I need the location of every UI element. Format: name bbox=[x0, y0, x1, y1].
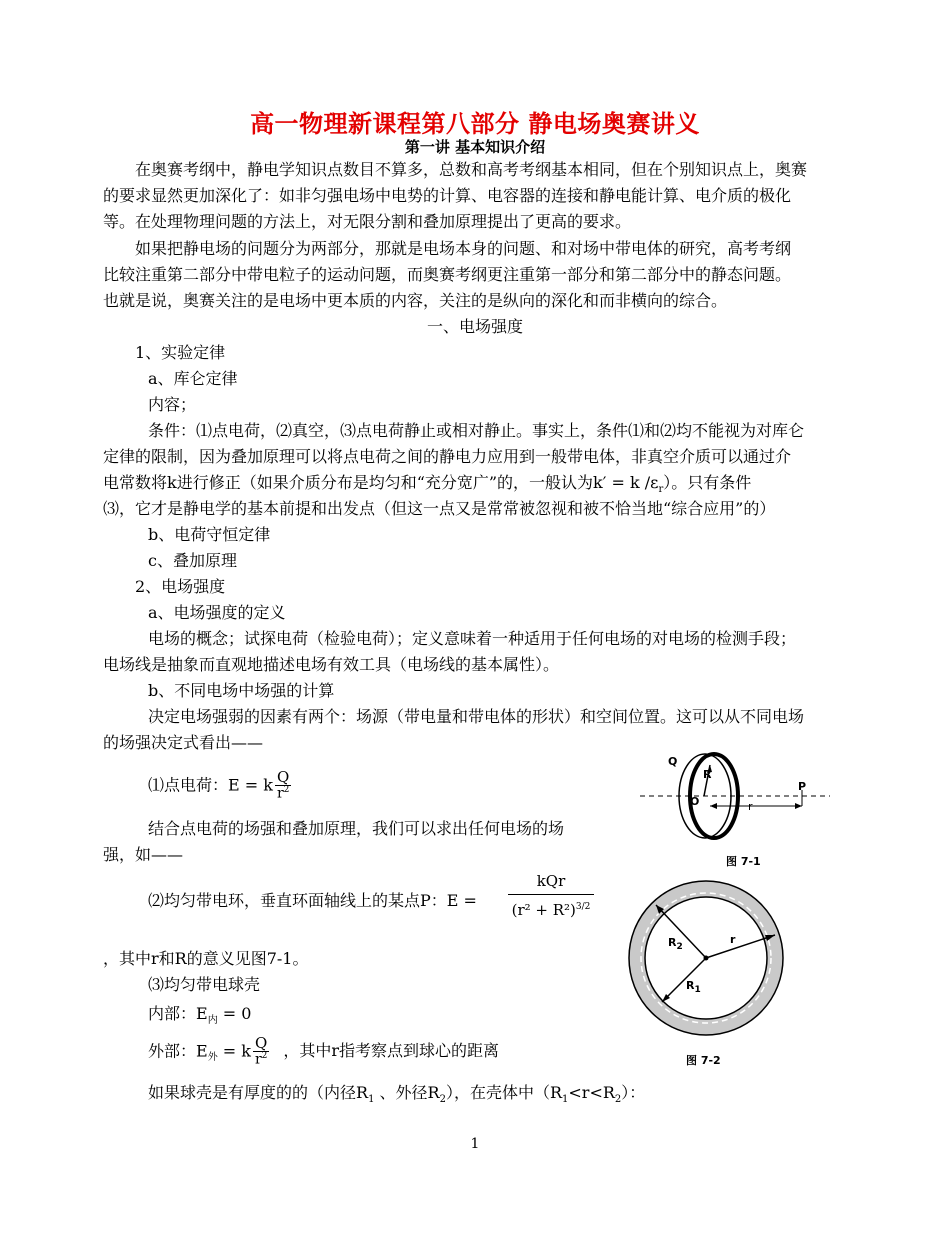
formula1-denominator: $r^2$ bbox=[276, 785, 290, 802]
fig1-label-O: O bbox=[690, 795, 700, 808]
thick-shell-line: 如果球壳是有厚度的的（内径$R_1$ 、外径$R_2$），在壳体中$(R_1<r<R_2)$： bbox=[148, 1083, 646, 1106]
heading-field-calc: b、不同电场中场强的计算 bbox=[148, 681, 335, 700]
intro2-line3: 也就是说，奥赛关注的是电场中更本质的内容，关注的是纵向的深化和而非横向的综合。 bbox=[103, 291, 728, 310]
page-number: 1 bbox=[470, 1136, 480, 1152]
fig1-label-P: P bbox=[798, 780, 807, 793]
heading-experimental-laws: 1、实验定律 bbox=[135, 343, 226, 362]
fig1-label-r: r bbox=[748, 800, 753, 813]
spherical-shell-heading: ⑶均匀带电球壳 bbox=[148, 975, 261, 994]
outside-fraction: $\frac{Q}{r^2}$ bbox=[254, 1034, 268, 1068]
heading-field-strength: 2、电场强度 bbox=[135, 577, 226, 596]
figure-7-1 bbox=[630, 750, 840, 870]
factors-line2: 的场强决定式看出—— bbox=[103, 733, 264, 752]
heading-field-definition: a、电场强度的定义 bbox=[148, 603, 286, 622]
combine-line1: 结合点电荷的场强和叠加原理，我们可以求出任何电场的场 bbox=[148, 819, 565, 838]
fig2-label-R1: $R_1$ bbox=[686, 979, 701, 995]
fig1-label-R: R bbox=[703, 768, 712, 781]
conditions-line4: ⑶，它才是静电学的基本前提和出发点（但这一点又是常常被忽视和被不恰当地“综合应用”的） bbox=[103, 499, 776, 518]
formula1-label: ⑴点电荷：E = k bbox=[148, 775, 273, 795]
intro2-line1: 如果把静电场的问题分为两部分，那就是电场本身的问题、和对场中带电体的研究，高考考纲 bbox=[135, 239, 792, 258]
content-label: 内容； bbox=[148, 395, 197, 414]
factors-line1: 决定电场强弱的因素有两个：场源（带电量和带电体的形状）和空间位置。这可以从不同电场 bbox=[148, 707, 805, 726]
fig2-label-R2: $R_2$ bbox=[668, 936, 683, 952]
figure-7-2 bbox=[622, 872, 804, 1072]
formula1-fraction bbox=[275, 770, 291, 801]
ring-formula-fraction bbox=[508, 872, 594, 919]
section-heading: 一、电场强度 bbox=[426, 317, 523, 336]
combine-line2: 强，如—— bbox=[103, 845, 184, 864]
ring-formula-note: ，其中r和R的意义见图7-1。 bbox=[103, 949, 309, 968]
ring-formula-label: ⑵均匀带电环，垂直环面轴线上的某点P：E = bbox=[148, 891, 477, 910]
epsilon-subscript: r bbox=[658, 484, 664, 496]
outside-field: 外部：$E_外 = k$ $\frac{Q}{r^2}$ ，其中r指考察点到球心的距离 bbox=[148, 1034, 500, 1068]
definition-line2: 电场线是抽象而直观地描述电场有效工具（电场线的基本属性）。 bbox=[103, 655, 560, 674]
conditions-line3-tail: ）。只有条件 bbox=[663, 473, 752, 492]
formula1-numerator: Q bbox=[277, 768, 290, 786]
ring-formula-numerator: kQr bbox=[536, 872, 566, 890]
conditions-line2: 定律的限制，因为叠加原理可以将点电荷之间的静电力应用到一般带电体，非真空介质可以通过介 bbox=[103, 447, 792, 466]
intro2-line2: 比较注重第二部分中带电粒子的运动问题，而奥赛考纲更注重第一部分和第二部分中的静态问题。 bbox=[103, 265, 792, 284]
fig2-caption: 图 7-2 bbox=[686, 1054, 721, 1067]
fig1-caption: 图 7-1 bbox=[726, 855, 761, 868]
intro1-line1: 在奥赛考纲中，静电学知识点数目不算多，总数和高考考纲基本相同，但在个别知识点上，奥赛 bbox=[135, 160, 808, 179]
page-title: 高一物理新课程第八部分 静电场奥赛讲义 bbox=[250, 109, 700, 138]
definition-line1: 电场的概念；试探电荷（检验电荷）；定义意味着一种适用于任何电场的对电场的检测手段； bbox=[148, 629, 797, 648]
heading-coulomb-law: a、库仑定律 bbox=[148, 369, 238, 388]
heading-charge-conservation: b、电荷守恒定律 bbox=[148, 525, 271, 544]
conditions-line3-text: 电常数将k进行修正（如果介质分布是均匀和“充分宽广”的，一般认为k′ = k /ε bbox=[103, 473, 659, 492]
intro1-line2: 的要求显然更加深化了：如非匀强电场中电势的计算、电容器的连接和静电能计算、电介质的极化 bbox=[103, 186, 792, 205]
conditions-line1: 条件：⑴点电荷，⑵真空，⑶点电荷静止或相对静止。事实上，条件⑴和⑵均不能视为对库仑 bbox=[148, 421, 805, 440]
heading-superposition: c、叠加原理 bbox=[148, 551, 237, 570]
lecture-subtitle: 第一讲 基本知识介绍 bbox=[404, 138, 546, 156]
inside-field: 内部：$E_内 = 0$ bbox=[148, 1004, 252, 1027]
intro1-line3: 等。在处理物理问题的方法上，对无限分割和叠加原理提出了更高的要求。 bbox=[103, 212, 632, 231]
fig2-label-r: r bbox=[730, 933, 736, 946]
ring-formula-denominator: $(r^2 + R^2)^{3/2}$ bbox=[508, 894, 594, 919]
point-charge-formula bbox=[148, 770, 291, 801]
fig1-label-Q: Q bbox=[668, 755, 678, 768]
